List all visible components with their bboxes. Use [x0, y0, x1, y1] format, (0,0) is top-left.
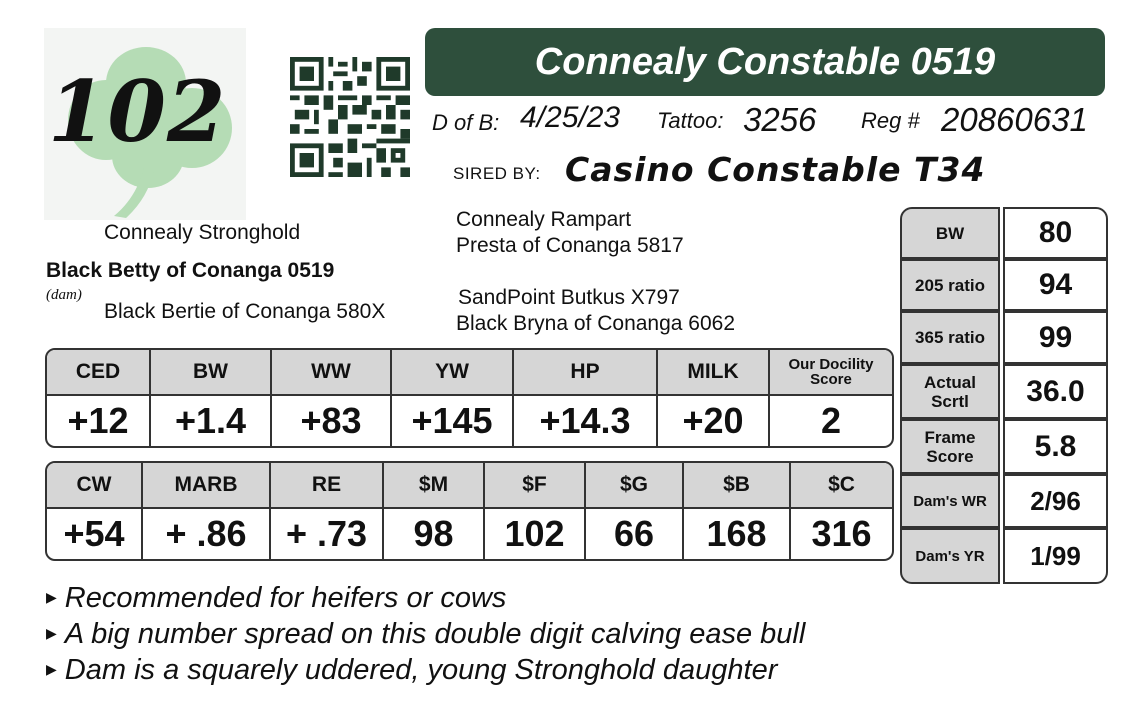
side-value-frame-score: 5.8	[1003, 419, 1108, 474]
epd-value-milk: +20	[658, 396, 770, 446]
triangle-bullet-icon: ▶	[46, 625, 57, 641]
side-label-dams-yr: Dam's YR	[900, 528, 1000, 584]
side-label-205-ratio: 205 ratio	[900, 259, 1000, 311]
side-value-actual-scrtl: 36.0	[1003, 364, 1108, 419]
qr-code-icon[interactable]	[290, 57, 410, 177]
dam-sire: Connealy Stronghold	[104, 221, 301, 244]
triangle-bullet-icon: ▶	[46, 589, 57, 605]
epd-header-hp: HP	[514, 350, 658, 394]
epd-value-bw: +1.4	[151, 396, 272, 446]
bullet-2-text: A big number spread on this double digit calving ease bull	[64, 618, 806, 650]
epd-value-ww: +83	[272, 396, 392, 446]
epd-table-2-header	[47, 463, 892, 509]
side-value-bw: 80	[1003, 207, 1108, 259]
epd-table-1	[45, 348, 894, 448]
bullet-2	[46, 618, 805, 651]
side-value-205-ratio: 94	[1003, 259, 1108, 311]
bullet-1	[46, 582, 506, 615]
reg-label: Reg #	[861, 108, 920, 133]
side-label-frame-score: Frame Score	[900, 419, 1000, 474]
epd-table-1-header	[47, 350, 892, 396]
bullet-3	[46, 654, 777, 687]
animal-title: Connealy Constable 0519	[425, 28, 1105, 96]
side-label-bw: BW	[900, 207, 1000, 259]
tattoo-label: Tattoo:	[657, 108, 724, 133]
epd-value-f: 102	[485, 509, 586, 559]
side-value-dams-wr: 2/96	[1003, 474, 1108, 528]
epd-value-docility: 2	[820, 400, 842, 441]
epd-value-ced: +12	[47, 396, 151, 446]
side-label-actual-scrtl: Actual Scrtl	[900, 364, 1000, 419]
bullet-3-text: Dam is a squarely uddered, young Stronghold daughter	[64, 654, 778, 686]
epd-value-g: 66	[586, 509, 684, 559]
dam-dam-sire: SandPoint Butkus X797	[458, 286, 680, 309]
triangle-bullet-icon: ▶	[46, 661, 57, 677]
sired-by-label: SIRED BY:	[453, 164, 541, 183]
dam-dam-dam: Black Bryna of Conanga 6062	[456, 312, 736, 335]
bullet-1-text: Recommended for heifers or cows	[64, 582, 507, 614]
side-label-dams-wr: Dam's WR	[900, 474, 1000, 528]
epd-header-marb: MARB	[143, 463, 271, 507]
reg-value: 20860631	[941, 101, 1088, 138]
epd-header-re: RE	[271, 463, 384, 507]
side-label-365-ratio: 365 ratio	[900, 311, 1000, 364]
epd-value-c: 316	[811, 513, 872, 554]
epd-table-2	[45, 461, 894, 561]
dob-label: D of B:	[432, 110, 500, 135]
epd-value-re: + .73	[271, 509, 384, 559]
epd-value-cw: +54	[47, 509, 143, 559]
epd-header-milk: MILK	[658, 350, 770, 394]
epd-header-g: $G	[586, 463, 684, 507]
epd-value-m: 98	[384, 509, 485, 559]
sire-sire: Connealy Rampart	[456, 208, 632, 231]
epd-table-1-values	[47, 396, 892, 446]
dam-name: Black Betty of Conanga 0519	[46, 259, 335, 282]
epd-value-yw: +145	[392, 396, 514, 446]
dam-tag: (dam)	[46, 287, 82, 303]
epd-header-ced: CED	[47, 350, 151, 394]
side-value-365-ratio: 99	[1003, 311, 1108, 364]
epd-value-marb: + .86	[143, 509, 271, 559]
epd-header-yw: YW	[392, 350, 514, 394]
epd-header-c: $C	[828, 473, 855, 496]
epd-header-f: $F	[485, 463, 586, 507]
epd-header-ww: WW	[272, 350, 392, 394]
epd-value-hp: +14.3	[514, 396, 658, 446]
dam-dam: Black Bertie of Conanga 580X	[104, 300, 386, 323]
sire-dam: Presta of Conanga 5817	[456, 234, 684, 257]
epd-header-bw: BW	[151, 350, 272, 394]
lot-number: 102	[48, 62, 227, 161]
epd-value-b: 168	[684, 509, 791, 559]
dob-value: 4/25/23	[520, 101, 621, 134]
sire-name: Casino Constable T34	[565, 150, 986, 189]
epd-header-docility: Our Docility Score	[788, 356, 874, 388]
epd-header-cw: CW	[47, 463, 143, 507]
epd-header-m: $M	[384, 463, 485, 507]
tattoo-value: 3256	[743, 101, 817, 138]
epd-header-b: $B	[684, 463, 791, 507]
side-value-dams-yr: 1/99	[1003, 528, 1108, 584]
epd-table-2-values	[47, 509, 892, 559]
